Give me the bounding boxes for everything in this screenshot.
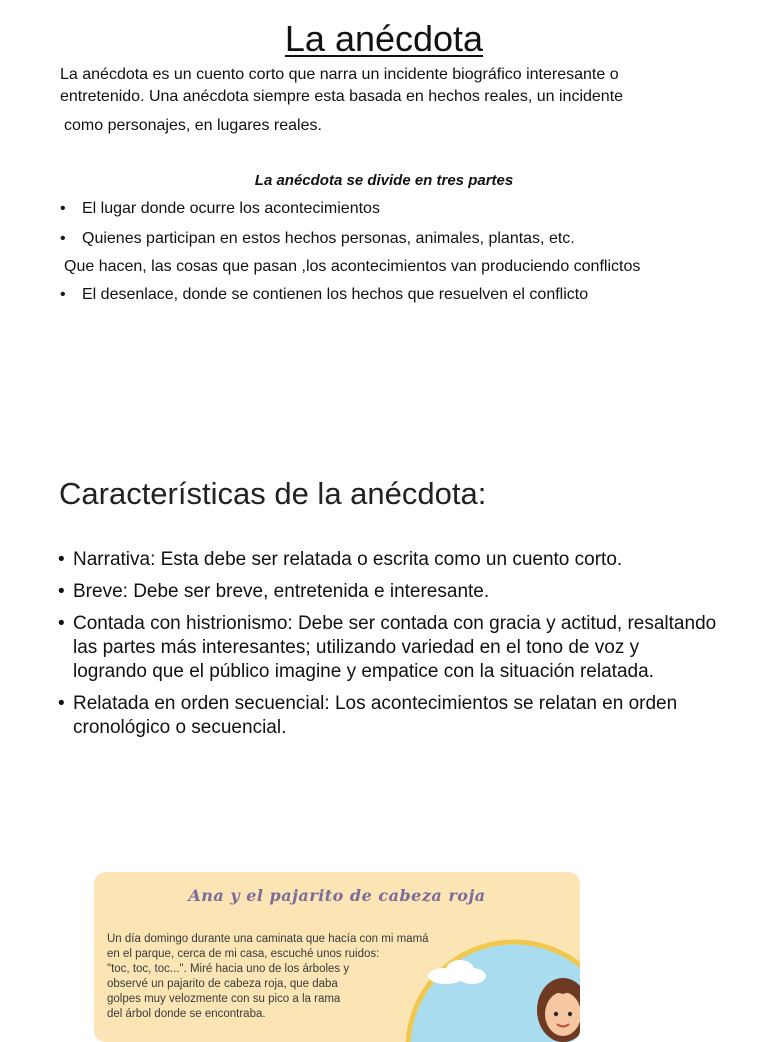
list-item	[58, 612, 718, 684]
list-item	[60, 200, 380, 218]
story-line: "toc, toc, toc...". Miré hacia uno de los árboles y	[107, 963, 350, 975]
part-item-1: El lugar donde ocurre los acontecimientos	[82, 200, 380, 217]
intro-line-3: como personajes, en lugares reales.	[64, 117, 322, 134]
list-item	[60, 286, 588, 304]
parts-heading: La anécdota se divide en tres partes	[254, 172, 514, 189]
intro-line-1: La anécdota es un cuento corto que narra un incidente biográfico interesante o	[60, 66, 619, 83]
story-title: Ana y el pajarito de cabeza roja	[188, 886, 486, 905]
story-line: en el parque, cerca de mi casa, escuché unos ruidos:	[107, 948, 380, 960]
bullet-marker: •	[58, 613, 65, 634]
list-item	[58, 548, 718, 572]
story-line: Un día domingo durante una caminata que hacía con mi mamá	[107, 933, 429, 945]
story-line: observé un pajarito de cabeza roja, que daba	[107, 978, 338, 990]
page-title: La anécdota	[284, 18, 484, 59]
characteristics-heading: Características de la anécdota:	[59, 476, 487, 511]
bullet-marker: •	[58, 693, 65, 714]
bullet-marker: •	[58, 581, 65, 602]
list-item	[60, 230, 575, 248]
characteristics-list	[58, 548, 718, 748]
part-item-3: El desenlace, donde se contienen los hechos que resuelven el conflicto	[82, 286, 589, 303]
characteristic-text: Narrativa: Esta debe ser relatada o escrita como un cuento corto.	[73, 549, 623, 570]
story-card	[94, 872, 580, 1042]
bullet-marker: •	[58, 549, 65, 570]
parts-note: Que hacen, las cosas que pasan ,los acontecimientos van produciendo conflictos	[64, 258, 641, 275]
characteristic-text: Relatada en orden secuencial: Los acontecimientos se relatan en orden cronológico o secuencial.	[73, 693, 678, 738]
part-item-2: Quienes participan en estos hechos personas, animales, plantas, etc.	[82, 230, 575, 247]
list-item	[58, 580, 718, 604]
intro-paragraph	[60, 64, 720, 137]
story-line: golpes muy velozmente con su pico a la rama	[107, 993, 341, 1005]
characteristic-text: Contada con histrionismo: Debe ser contada con gracia y actitud, resaltando las partes más interesantes; utilizando variedad en el tono de voz y logrando que el público imagine y empatice con la situación relatada.	[73, 613, 717, 682]
bullet-marker: •	[60, 200, 66, 217]
story-line: del árbol donde se encontraba.	[107, 1008, 266, 1020]
bullet-marker: •	[60, 286, 66, 303]
characteristic-text: Breve: Debe ser breve, entretenida e interesante.	[73, 581, 490, 602]
bullet-marker: •	[60, 230, 66, 247]
story-text	[107, 932, 467, 1022]
list-item	[58, 692, 718, 740]
intro-line-2: entretenido. Una anécdota siempre esta basada en hechos reales, un incidente	[60, 88, 624, 105]
